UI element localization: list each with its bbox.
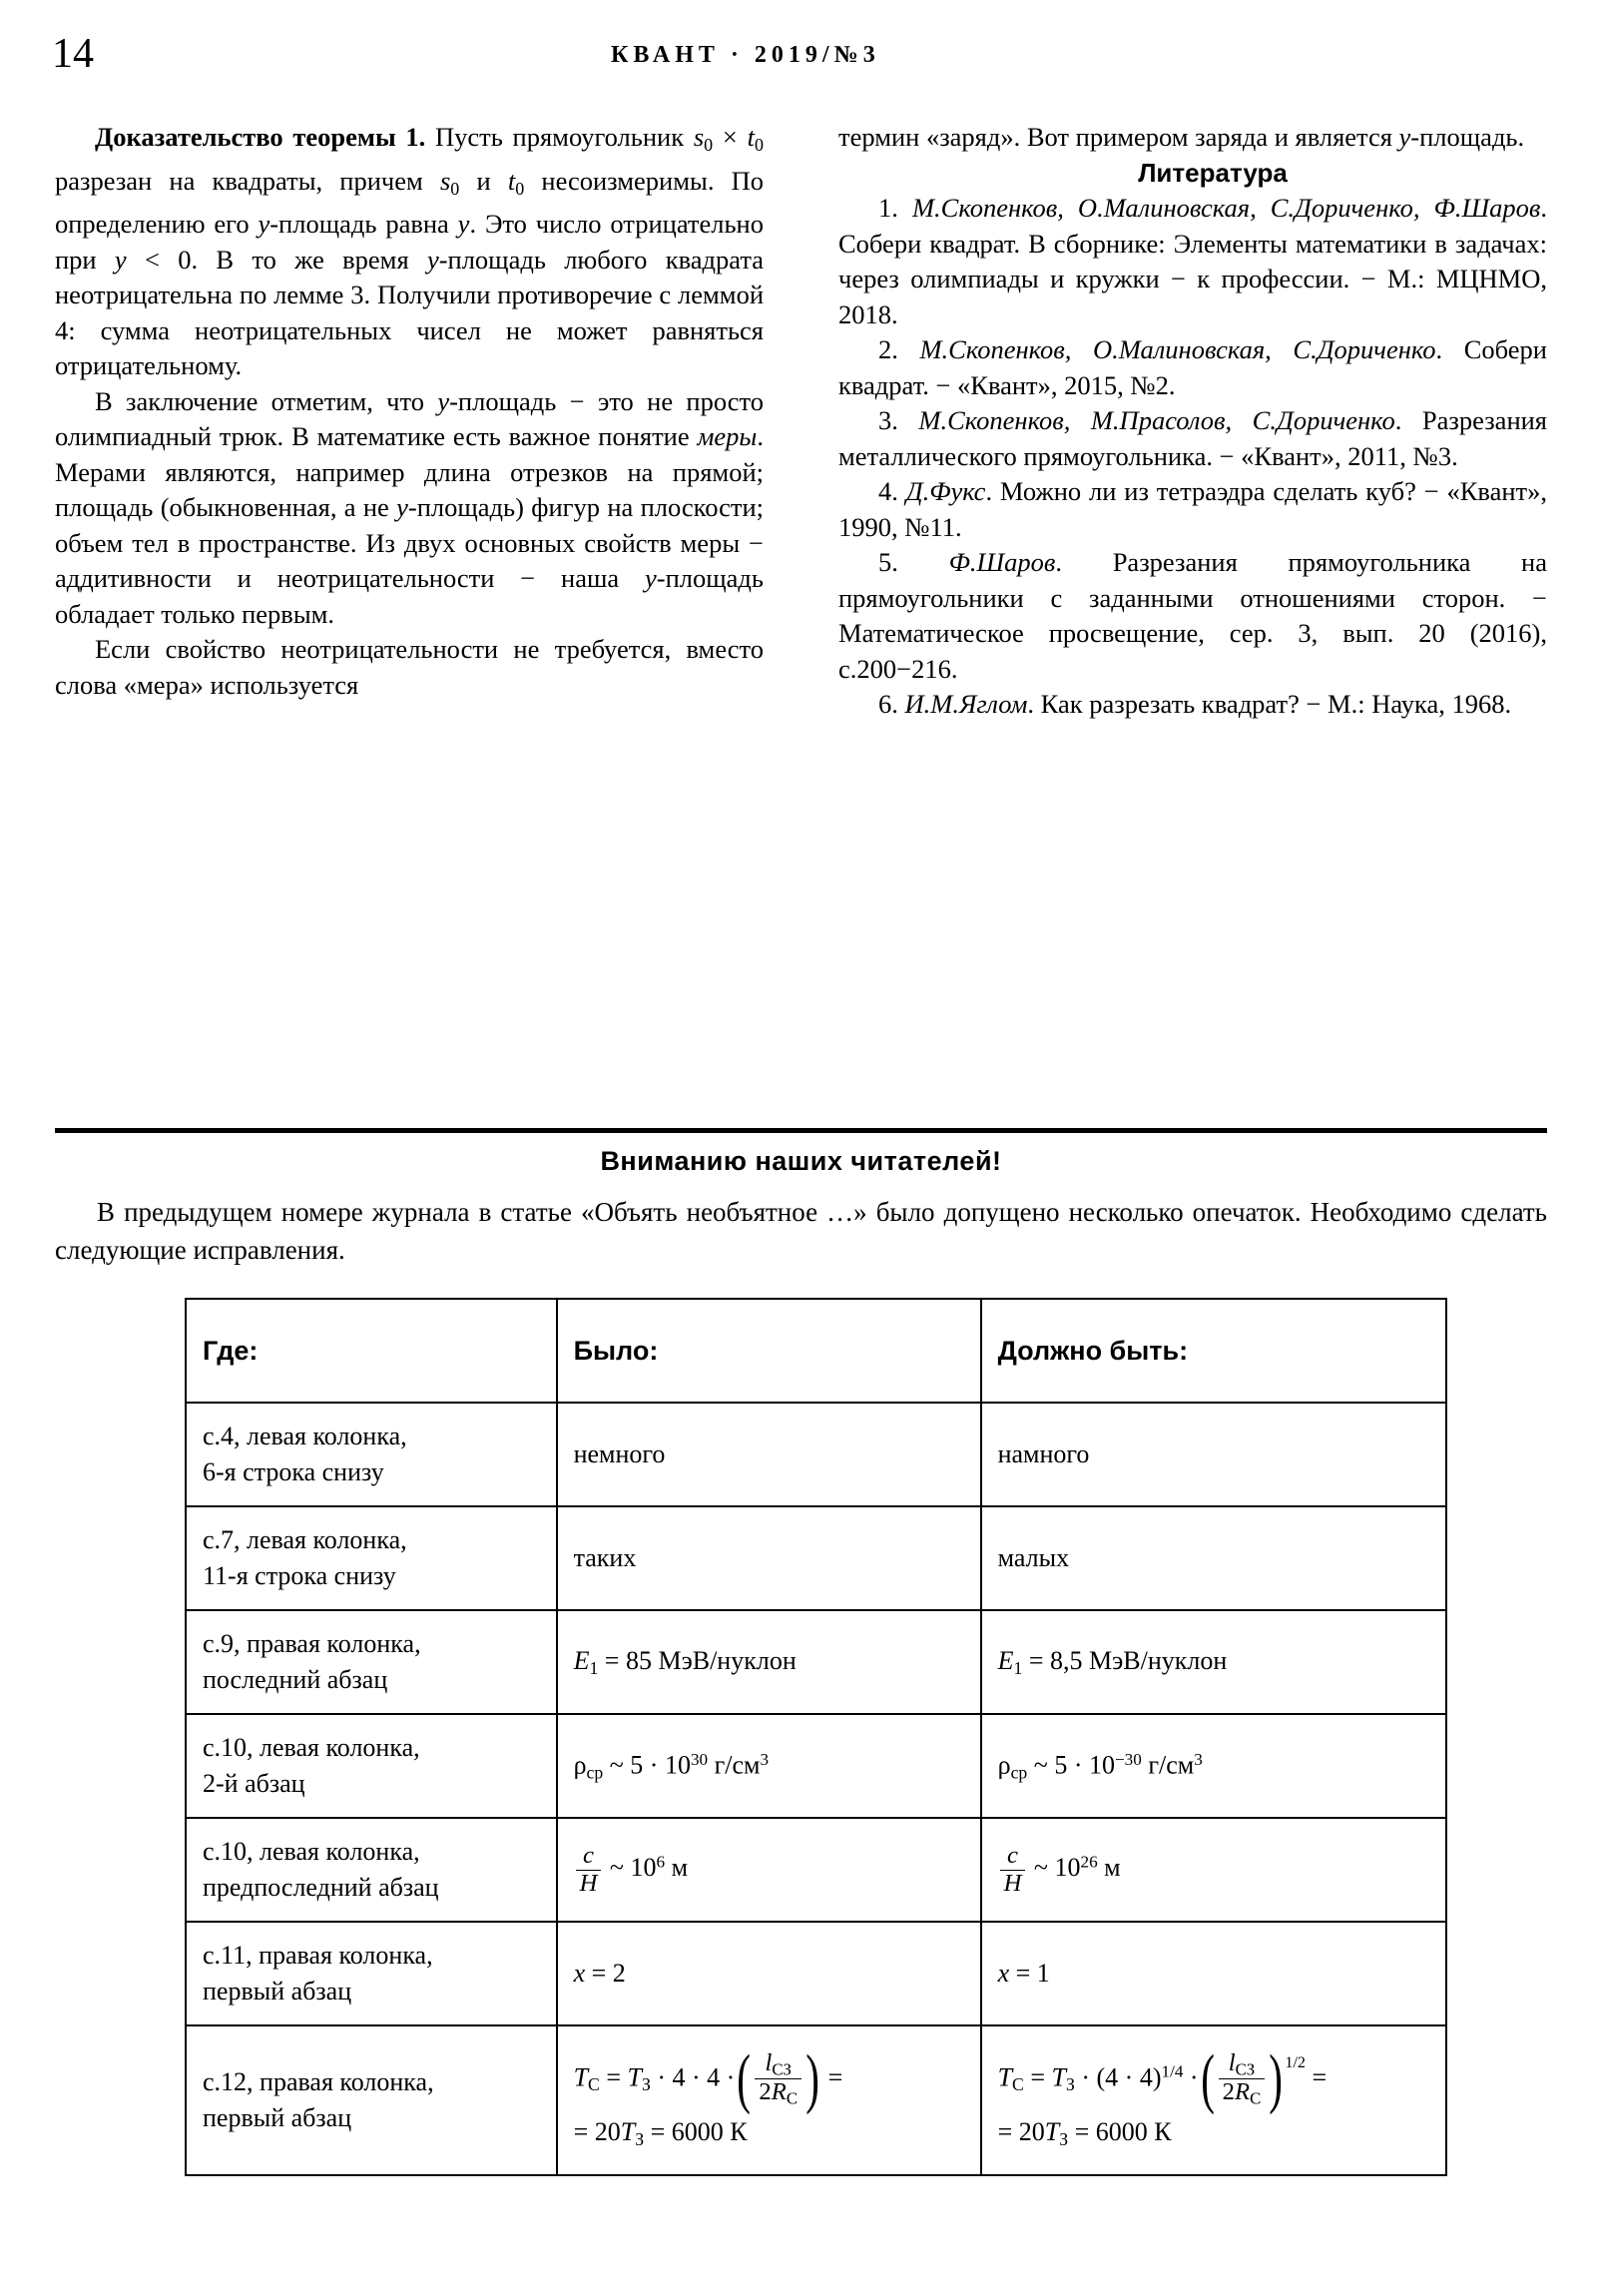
paragraph-measure: В заключение отметим, что y-площадь − это не просто олимпиадный трюк. В математике есть важное понятие меры. Мерами являются, например длина отрезков на прямой; площадь (обыкновенная, а не y-площадь) фигур на плоскости; объем тел в пространстве. Из двух основных свойств меры − аддитивности и неотрицательности − наша y-площадь обладает только первым.	[55, 385, 764, 629]
cell-where	[186, 1922, 557, 2025]
where-line-1: с.9, правая колонка,	[203, 1629, 421, 1658]
where-line-1: с.10, левая колонка,	[203, 1733, 420, 1762]
formula-line-1: $T_С = T_З \cdot 4 \cdot 4$ ·( $\frac{l_{СЗ}}{2R_С}$ ) =	[573, 2042, 843, 2116]
cell-should: x = 1	[981, 1922, 1446, 2025]
reference-rest: . Разрезания прямоугольника на прямоугольники с заданными отношениями сторон. − Математическое просвещение, сер. 3, вып. 20 (2016), с.200−216.	[838, 547, 1547, 684]
reference-number: 2.	[878, 334, 898, 364]
table-row	[186, 1403, 1446, 1506]
paragraph-charge: Если свойство неотрицательности не требуется, вместо слова «мера» используется	[55, 634, 764, 700]
cell-where	[186, 1506, 557, 1610]
column-header-where: Где:	[186, 1299, 557, 1403]
reference-number: 6.	[878, 689, 898, 719]
cell-should: $E_1 = 8,5$ МэВ/нуклон	[981, 1610, 1446, 1714]
fraction-c-over-H: $\frac{c}{H}$	[576, 1843, 602, 1897]
where-line-2: последний абзац	[203, 1665, 388, 1694]
cell-where	[186, 1403, 557, 1506]
table-row	[186, 1714, 1446, 1818]
reference-authors: Д.Фукс	[905, 476, 986, 506]
cell-should	[981, 2025, 1446, 2175]
column-header-should: Должно быть:	[981, 1299, 1446, 1403]
formula-line-2: = $20T_З = 6000$ К	[573, 2117, 748, 2150]
theorem-lead: Доказательство теоремы 1.	[95, 122, 426, 152]
where-line-2: 6-я строка снизу	[203, 1457, 384, 1486]
reference-rest: . Разрезания металлического прямоугольника. − «Квант», 2011, №3.	[838, 405, 1547, 471]
where-line-2: предпоследний абзац	[203, 1873, 439, 1902]
reference-number: 3.	[878, 405, 898, 435]
cell-should: намного	[981, 1403, 1446, 1506]
table-row	[186, 1922, 1446, 2025]
cell-where	[186, 2025, 557, 2175]
reference-rest: . Как разрезать квадрат? − М.: Наука, 1968.	[1027, 689, 1512, 719]
notice-title: Вниманию наших читателей!	[600, 1146, 1002, 1176]
cell-where	[186, 1818, 557, 1922]
reference-number: 1.	[878, 193, 898, 223]
cell-should: $\frac{c}{H}$ ~ $10^{26}$ м	[981, 1818, 1446, 1922]
page-header	[52, 30, 1549, 80]
formula-line-1: $T_С = T_З \cdot (4 \cdot 4)^{1/4}$ ·( $\frac{l_{СЗ}}{2R_С}$ ) $^{1/2}$ =	[997, 2042, 1328, 2116]
notice-body	[55, 1193, 1547, 1269]
cell-was: $\frac{c}{H}$ ~ $10^6$ м	[557, 1818, 981, 1922]
reference-6	[838, 687, 1547, 723]
literature-heading: Литература	[1138, 157, 1288, 188]
where-line-1: с.10, левая колонка,	[203, 1837, 420, 1866]
reference-5	[838, 545, 1547, 687]
reference-4	[838, 474, 1547, 545]
where-line-2: первый абзац	[203, 1977, 352, 2006]
where-line-1: с.12, правая колонка,	[203, 2067, 434, 2096]
paragraph-charge-cont: термин «заряд». Вот примером заряда и является y-площадь.	[838, 122, 1525, 152]
reference-1	[838, 191, 1547, 332]
cell-was: немного	[557, 1403, 981, 1506]
cell-was: таких	[557, 1506, 981, 1610]
where-line-1: с.4, левая колонка,	[203, 1422, 407, 1450]
paragraph-proof: Доказательство теоремы 1. Пусть прямоугольник $s_0 \times t_0$ разрезан на квадраты, причем $s_0$ и $t_0$ несоизмеримы. По определению его y-площадь равна y. Это число отрицательно при y < 0. В то же время y-площадь любого квадрата неотрицательна по лемме 3. Получили противоречие с леммой 4: сумма неотрицательных чисел не может равняться отрицательному.	[55, 122, 765, 381]
reference-rest: . Собери квадрат. − «Квант», 2015, №2.	[838, 334, 1547, 400]
reference-2	[838, 332, 1547, 403]
left-column	[55, 120, 764, 703]
reference-rest: . Собери квадрат. В сборнике: Элементы математики в задачах: через олимпиады и кружки − к профессии. − М.: МЦНМО, 2018.	[838, 193, 1547, 329]
reference-authors: М.Скопенков, О.Малиновская, С.Дориченко	[919, 334, 1436, 364]
cell-was: $E_1 = 85$ МэВ/нуклон	[557, 1610, 981, 1714]
cell-was: $\rho_{ср}$ ~ $5 \cdot 10^{30}$ $г/см^3$	[557, 1714, 981, 1818]
cell-where	[186, 1714, 557, 1818]
cell-was: x = 2	[557, 1922, 981, 2025]
cell-was	[557, 2025, 981, 2175]
table-row	[186, 2025, 1446, 2175]
reference-authors: Ф.Шаров	[948, 547, 1056, 577]
reference-authors: М.Скопенков, М.Прасолов, С.Дориченко	[918, 405, 1395, 435]
where-line-1: с.11, правая колонка,	[203, 1941, 433, 1970]
where-line-1: с.7, левая колонка,	[203, 1525, 407, 1554]
running-head: КВАНТ · 2019/№3	[611, 42, 880, 68]
notice-paragraph: В предыдущем номере журнала в статье «Объять необъятное …» было допущено несколько опечаток. Необходимо сделать следующие исправления.	[55, 1197, 1547, 1265]
reference-3	[838, 403, 1547, 474]
table-row	[186, 1610, 1446, 1714]
reference-authors: М.Скопенков, О.Малиновская, С.Дориченко, Ф.Шаров	[911, 193, 1541, 223]
table-row	[186, 1506, 1446, 1610]
table-header-row	[186, 1299, 1446, 1403]
errata-table	[185, 1298, 1447, 2176]
column-header-was: Было:	[557, 1299, 981, 1403]
page-number: 14	[52, 31, 94, 77]
reference-number: 4.	[878, 476, 898, 506]
where-line-2: первый абзац	[203, 2103, 352, 2132]
cell-should: малых	[981, 1506, 1446, 1610]
reference-authors: И.М.Яглом	[904, 689, 1028, 719]
table-row	[186, 1818, 1446, 1922]
fraction-c-over-H: $\frac{c}{H}$	[1000, 1843, 1026, 1897]
cell-should: $\rho_{ср}$ ~ $5 \cdot 10^{-30}$ $г/см^3$	[981, 1714, 1446, 1818]
cell-where	[186, 1610, 557, 1714]
reference-rest: . Можно ли из тетраэдра сделать куб? − «Квант», 1990, №11.	[838, 476, 1547, 542]
reference-number: 5.	[878, 547, 898, 577]
formula-line-2: = $20T_З = 6000$ К	[997, 2117, 1172, 2150]
where-line-2: 11-я строка снизу	[203, 1561, 396, 1590]
where-line-2: 2-й абзац	[203, 1769, 305, 1798]
section-divider-rule	[55, 1128, 1547, 1133]
right-column	[838, 120, 1547, 723]
